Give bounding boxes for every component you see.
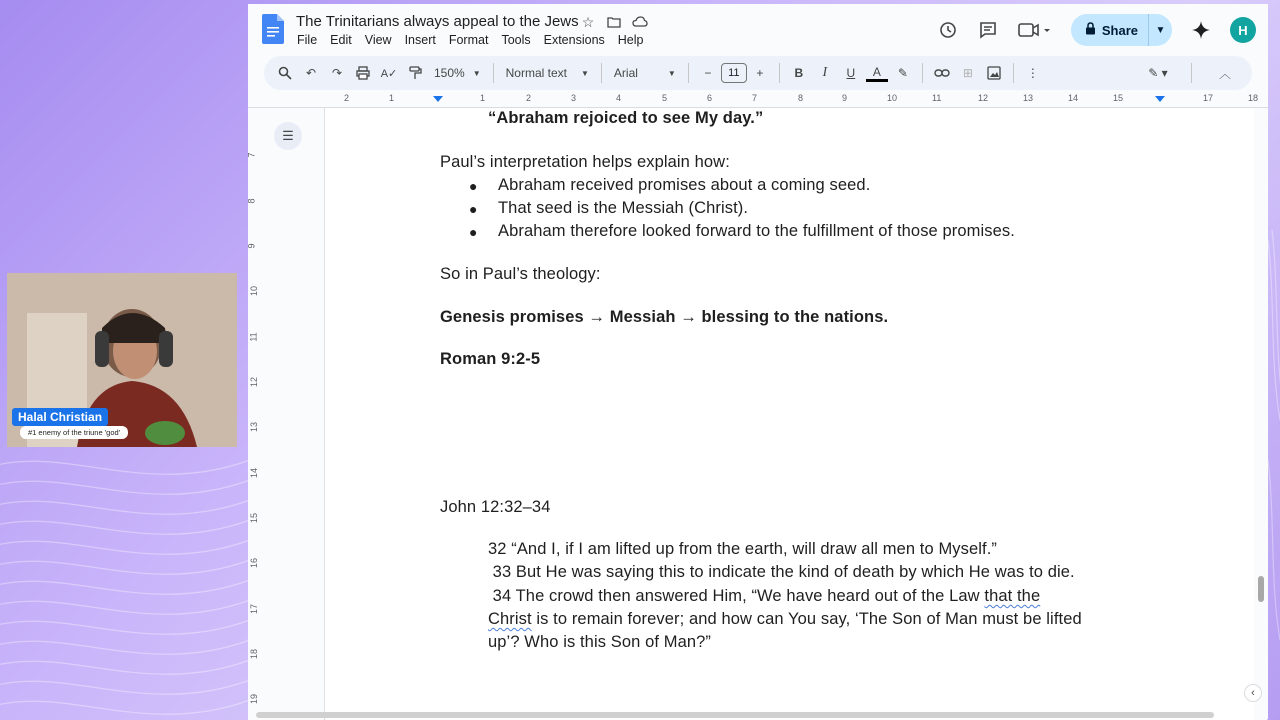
hide-menus-icon[interactable]: ︿ (1218, 66, 1231, 81)
paragraph-style-value: Normal text (505, 66, 567, 80)
ruler-tick: 1 (480, 93, 486, 103)
ruler-tick: 17 (249, 603, 260, 615)
paul-interpretation-line: Paul’s interpretation helps explain how: (440, 153, 730, 171)
ruler-tick: 18 (249, 648, 260, 660)
chevron-left-icon[interactable]: ‹ (1244, 684, 1262, 702)
roman-reference: Roman 9:2-5 (440, 350, 541, 368)
toolbar-divider (688, 63, 689, 83)
menu-file[interactable]: File (297, 33, 318, 47)
horizontal-scrollbar[interactable] (256, 712, 1214, 718)
presenter-name-tag: Halal Christian (12, 408, 108, 426)
spelling-flag[interactable]: Christ (488, 610, 532, 628)
lock-icon (1085, 22, 1096, 38)
undo-icon[interactable]: ↶ (305, 66, 317, 80)
decrease-font-size-icon[interactable]: − (704, 66, 712, 80)
ruler-tick: 16 (249, 557, 260, 569)
vertical-ruler[interactable] (248, 108, 260, 720)
text-color-icon[interactable]: A (866, 64, 888, 82)
paragraph-style-select[interactable] (502, 62, 593, 84)
ruler-tick: 15 (249, 512, 260, 524)
account-avatar[interactable]: H (1230, 17, 1256, 43)
header-actions (937, 14, 1256, 46)
title-icons (580, 14, 648, 30)
ruler-tick: 19 (249, 693, 260, 705)
menu-view[interactable]: View (364, 33, 392, 47)
toolbar-divider (1191, 63, 1192, 83)
highlight-color-icon[interactable]: ✎ (897, 66, 908, 80)
verse-32: 32 “And I, if I am lifted up from the earth, will draw all men to Myself.” (488, 540, 998, 558)
add-comment-icon[interactable]: ⊞ (962, 66, 973, 80)
menu-help[interactable]: Help (617, 33, 644, 47)
ruler-tick: 10 (249, 285, 260, 297)
ruler-tick: 17 (1203, 93, 1214, 103)
increase-font-size-icon[interactable]: + (756, 66, 764, 80)
bullet-marker: ● (469, 178, 478, 194)
ruler-tick: 18 (1248, 93, 1259, 103)
share-label: Share (1101, 22, 1138, 38)
verse-34-line-1 (488, 587, 1040, 606)
ruler-tick: 12 (249, 376, 260, 388)
chevron-down-icon: ▼ (472, 68, 481, 78)
menu-edit[interactable]: Edit (330, 33, 352, 47)
title-bar (248, 4, 1268, 56)
chevron-down-icon: ▼ (580, 68, 589, 78)
zoom-select[interactable] (430, 62, 485, 84)
toolbar-divider (493, 63, 494, 83)
menu-bar (297, 33, 644, 47)
ruler-tick: 2 (526, 93, 532, 103)
ruler-tick: 8 (246, 198, 257, 204)
search-menus-icon[interactable] (274, 62, 296, 84)
insert-image-icon[interactable] (983, 62, 1005, 84)
menu-extensions[interactable]: Extensions (543, 33, 605, 47)
ruler-tick: 1 (389, 93, 395, 103)
menu-tools[interactable]: Tools (501, 33, 531, 47)
italic-icon[interactable]: I (822, 65, 828, 80)
font-size-input[interactable]: 11 (721, 63, 747, 83)
bold-icon[interactable]: B (794, 66, 804, 80)
cloud-status-icon[interactable] (632, 14, 648, 30)
document-page[interactable] (324, 108, 1254, 720)
ruler-tick: 6 (707, 93, 713, 103)
list-item: Abraham received promises about a coming seed. (498, 176, 871, 194)
verse-34-text: 34 The crowd then answered Him, “We have heard out of the Law (488, 587, 985, 605)
share-button[interactable] (1071, 14, 1172, 46)
toolbar-divider (922, 63, 923, 83)
ruler-tick: 7 (246, 152, 257, 158)
toolbar-divider (779, 63, 780, 83)
share-dropdown-icon[interactable]: ▼ (1148, 14, 1172, 46)
horizontal-ruler[interactable] (248, 92, 1268, 108)
font-family-value: Arial (613, 66, 638, 80)
formatting-toolbar (264, 56, 1252, 90)
zoom-value: 150% (434, 66, 465, 80)
quote-line: “Abraham rejoiced to see My day.” (488, 109, 764, 127)
ruler-tick: 7 (752, 93, 758, 103)
list-item: Abraham therefore looked forward to the fulfillment of those promises. (498, 222, 1015, 240)
comments-icon[interactable] (977, 19, 999, 41)
ruler-tick: 5 (662, 93, 668, 103)
verse-34-line-2 (488, 610, 1082, 629)
spelling-flag[interactable]: that the (984, 587, 1041, 605)
ruler-tick: 12 (978, 93, 989, 103)
list-item: That seed is the Messiah (Christ). (498, 199, 749, 217)
bullet-marker: ● (469, 201, 478, 217)
ruler-tick: 2 (344, 93, 350, 103)
move-folder-icon[interactable] (606, 14, 622, 30)
toolbar-divider (601, 63, 602, 83)
print-icon[interactable] (352, 62, 374, 84)
spellcheck-icon[interactable]: A✓ (380, 67, 398, 80)
menu-insert[interactable]: Insert (404, 33, 436, 47)
docs-logo-icon[interactable] (262, 14, 284, 44)
more-options-icon[interactable]: ⋮ (1026, 66, 1039, 80)
ruler-tick: 13 (1023, 93, 1034, 103)
bullet-marker: ● (469, 224, 478, 240)
underline-icon[interactable]: U (846, 66, 856, 80)
theology-intro-line: So in Paul’s theology: (440, 265, 601, 283)
john-reference: John 12:32–34 (440, 498, 551, 516)
ruler-tick: 9 (842, 93, 848, 103)
presenter-tagline: #1 enemy of the triune 'god' (20, 426, 128, 439)
toolbar-divider (1013, 63, 1014, 83)
insert-link-icon[interactable] (931, 62, 953, 84)
redo-icon[interactable]: ↷ (331, 66, 343, 80)
star-icon[interactable]: ☆ (581, 13, 595, 30)
ruler-tick: 13 (249, 421, 260, 433)
ruler-tick: 4 (616, 93, 622, 103)
editing-mode-icon[interactable]: ✎ ▾ (1148, 66, 1168, 80)
toolbar-right (1145, 62, 1252, 84)
ruler-tick: 9 (246, 243, 257, 249)
ruler-tick: 14 (1068, 93, 1079, 103)
ruler-tick: 14 (249, 467, 260, 479)
paint-format-icon[interactable] (404, 62, 426, 84)
ruler-tick: 11 (248, 332, 259, 342)
right-indent-marker[interactable] (1155, 96, 1165, 102)
meet-video-icon[interactable] (1017, 19, 1053, 41)
gemini-icon[interactable] (1190, 19, 1212, 41)
version-history-icon[interactable] (937, 19, 959, 41)
ruler-tick: 3 (571, 93, 577, 103)
docs-window (248, 4, 1268, 720)
ruler-tick: 11 (932, 93, 942, 103)
vertical-scrollbar[interactable] (1258, 576, 1264, 602)
menu-format[interactable]: Format (448, 33, 489, 47)
verse-34-line-3: up’? Who is this Son of Man?” (488, 633, 712, 651)
font-family-select[interactable] (610, 62, 680, 84)
ruler-tick: 10 (887, 93, 898, 103)
verse-33: 33 But He was saying this to indicate the kind of death by which He was to die. (488, 563, 1075, 581)
ruler-tick: 15 (1113, 93, 1124, 103)
verse-34-text: is to remain forever; and how can You say, ‘The Son of Man must be lifted (531, 610, 1082, 628)
document-title[interactable]: The Trinitarians always appeal to the Jews (296, 13, 579, 30)
left-indent-marker[interactable] (433, 96, 443, 102)
ruler-tick: 8 (798, 93, 804, 103)
summary-line: Genesis promises → Messiah → blessing to the nations. (440, 308, 889, 326)
document-outline-icon[interactable]: ☰ (274, 122, 302, 150)
chevron-down-icon: ▼ (667, 68, 676, 78)
